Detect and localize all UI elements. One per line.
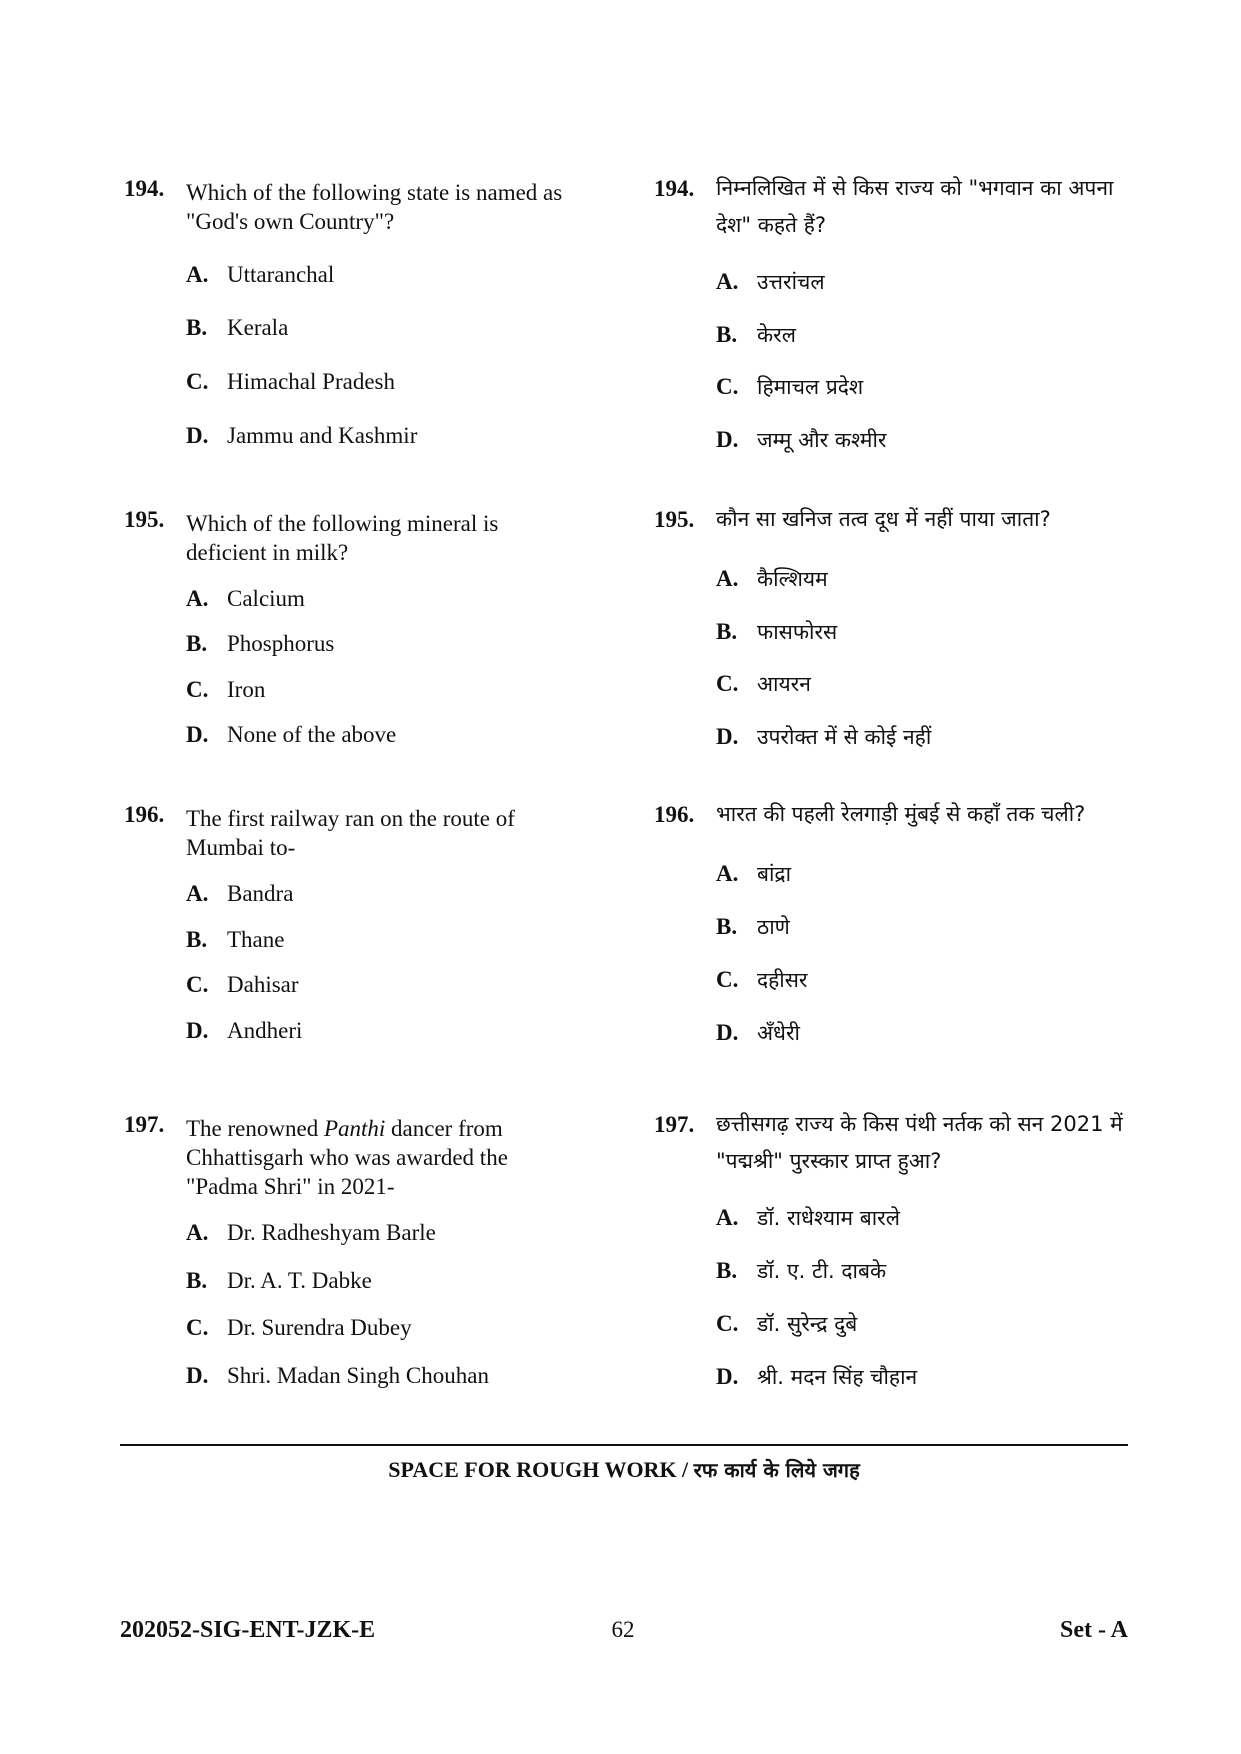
page-number: 62: [611, 1617, 635, 1642]
question-text: Which of the following state is named as "God's own Country"?: [186, 180, 563, 234]
option-c: C. आयरन: [716, 671, 811, 696]
question-number: 197.: [654, 1112, 695, 1137]
option-c: C. दहीसर: [716, 967, 808, 992]
panthi-italic: Panthi: [323, 1116, 386, 1141]
option-d: D. अँधेरी: [716, 1020, 800, 1045]
question-number: 195.: [124, 507, 165, 532]
question-text: निम्नलिखित में से किस राज्य को "भगवान का अपना देश" कहते हैं?: [716, 176, 1114, 237]
option-d: D. जम्मू और कश्मीर: [716, 427, 887, 452]
question-number: 194.: [654, 176, 695, 201]
option-a: A. उत्तरांचल: [716, 269, 825, 294]
question-text: The first railway ran on the route of Mumbai to-: [186, 806, 515, 860]
option-a: A. डॉ. राधेश्याम बारले: [716, 1205, 901, 1230]
option-b: B. Thane: [186, 927, 285, 952]
question-number: 196.: [654, 802, 695, 827]
rough-work-label: SPACE FOR ROUGH WORK / रफ कार्य के लिये जगह: [388, 1457, 860, 1482]
option-b: B. Phosphorus: [186, 631, 335, 656]
option-d: D. उपरोक्त में से कोई नहीं: [716, 724, 932, 749]
option-d: D. Andheri: [186, 1018, 303, 1043]
option-c: C. Dr. Surendra Dubey: [186, 1315, 412, 1340]
option-a: A. कैल्शियम: [716, 566, 828, 591]
option-b: B. Dr. A. T. Dabke: [186, 1268, 372, 1293]
option-a: A. बांद्रा: [716, 861, 792, 886]
question-number: 197.: [124, 1112, 165, 1137]
option-c: C. डॉ. सुरेन्द्र दुबे: [716, 1311, 858, 1336]
question-text: कौन सा खनिज तत्व दूध में नहीं पाया जाता?: [716, 507, 1051, 531]
set-label: Set - A: [1060, 1617, 1128, 1643]
rough-work-divider: [120, 1444, 1128, 1446]
option-d: D. None of the above: [186, 722, 397, 747]
option-b: B. केरल: [716, 322, 796, 347]
question-text: The renowned Panthi dancer from Chhattisgarh who was awarded the "Padma Shri" in 2021-: [186, 1116, 508, 1199]
option-a: A. Uttaranchal: [186, 262, 335, 287]
option-d: D. Shri. Madan Singh Chouhan: [186, 1363, 489, 1388]
option-b: B. फासफोरस: [716, 619, 838, 644]
question-text: Which of the following mineral is deficient in milk?: [186, 511, 499, 565]
option-c: C. Iron: [186, 677, 266, 702]
option-b: B. डॉ. ए. टी. दाबके: [716, 1258, 887, 1283]
question-text: छत्तीसगढ़ राज्य के किस पंथी नर्तक को सन 2021 में "पद्मश्री" पुरस्कार प्राप्त हुआ?: [716, 1112, 1123, 1173]
option-a: A. Calcium: [186, 586, 305, 611]
option-b: B. Kerala: [186, 315, 289, 340]
option-d: D. श्री. मदन सिंह चौहान: [716, 1364, 918, 1389]
option-b: B. ठाणे: [716, 914, 790, 939]
question-text: भारत की पहली रेलगाड़ी मुंबई से कहाँ तक चली?: [716, 802, 1086, 826]
question-number: 195.: [654, 507, 695, 532]
question-number: 196.: [124, 802, 165, 827]
option-a: A. Bandra: [186, 881, 294, 906]
option-a: A. Dr. Radheshyam Barle: [186, 1220, 436, 1245]
option-d: D. Jammu and Kashmir: [186, 423, 418, 448]
paper-code: 202052-SIG-ENT-JZK-E: [120, 1617, 376, 1643]
option-c: C. हिमाचल प्रदेश: [716, 374, 864, 399]
option-c: C. Himachal Pradesh: [186, 369, 395, 394]
question-number: 194.: [124, 176, 165, 201]
option-c: C. Dahisar: [186, 972, 299, 997]
